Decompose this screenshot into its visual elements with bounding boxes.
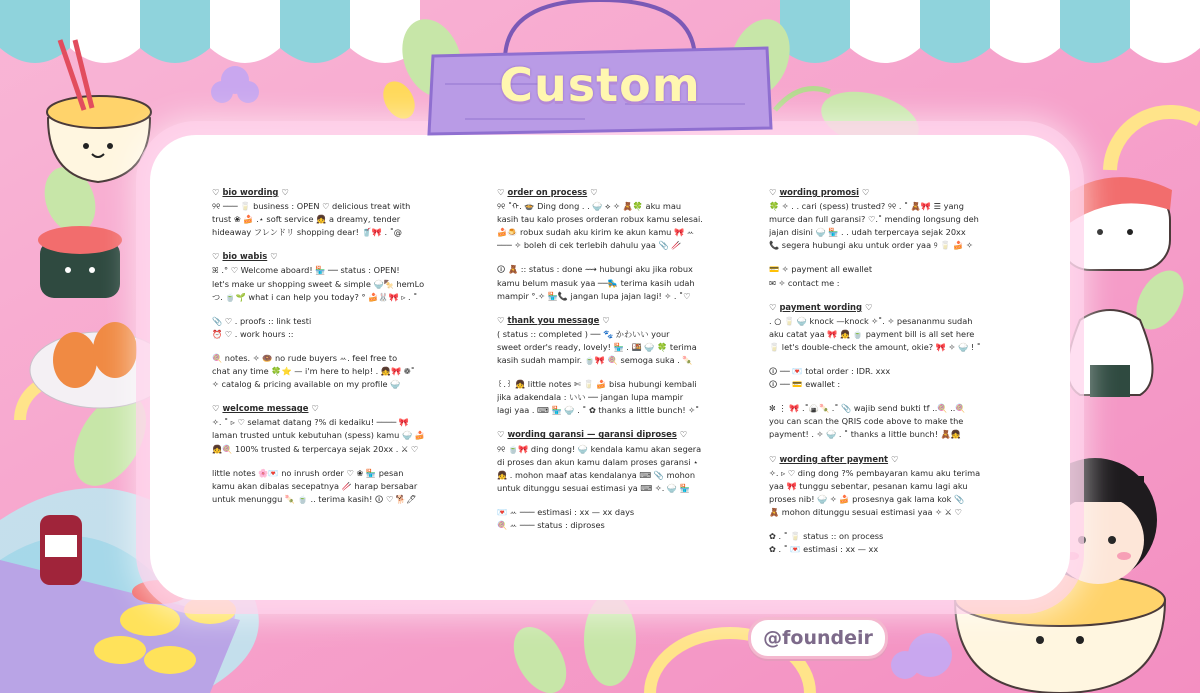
section-heading: wording garansi — garansi diproses: [507, 429, 677, 440]
text-line: 🧸 mohon ditunggu sesuai estimasi yaa ✧ ⚔ ♡: [769, 506, 962, 517]
text-line: 🛈 🧸 :: status : done ⟿ hubungi aku jika robux: [497, 264, 693, 275]
heart-icon: ♡: [212, 187, 223, 197]
author-handle: @foundeir: [748, 617, 888, 659]
heart-icon: ♡: [497, 429, 508, 440]
text-line: 📞 segera hubungi aku untuk order yaa ୨ 🥛 🍰 ✧: [769, 240, 973, 251]
section-notes: [212, 352, 452, 391]
onigiri-icon: [1068, 310, 1153, 397]
text-line: kamu akan dibalas secepatnya 🥢 harap bersabar: [212, 480, 418, 491]
text-line: di proses dan akun kamu dalam proses garansi ⋆: [497, 456, 699, 467]
section-little-notes: [212, 467, 452, 506]
heart-icon: ♡: [769, 187, 780, 197]
text-line: hideaway フレンドリ shopping dear! 🥤🎀 . ˚@: [212, 227, 402, 238]
text-line: . ○ 🥛 🍚 knock —knock ✧˚. ✧ pesananmu sudah: [769, 315, 973, 326]
heart-icon: ♡: [862, 301, 873, 312]
text-line: ✧. ˚ ▹ ♡ selamat datang ?% di kedaiku! ──── 🎀: [212, 417, 410, 428]
text-line: 🛈 ── 💌 total order : IDR. xxx: [769, 366, 891, 377]
text-line: ─── ✧ boleh di cek terlebih dahulu yaa 📎 🥢: [497, 240, 682, 251]
text-line: 🛈 ── 💳 ewallet :: [769, 379, 841, 390]
text-line: ✧ catalog & pricing available on my profile 🍚: [212, 379, 401, 390]
section-heading: bio wabis: [222, 251, 268, 262]
section-links: [212, 315, 452, 341]
heart-icon: ♡: [497, 187, 508, 197]
text-line: ୨୧ ─── 🥛 business : OPEN ♡ delicious treat with: [212, 201, 411, 212]
section-bio-wabis: [212, 250, 452, 303]
section-little-notes-2: [497, 378, 737, 417]
text-line: 💳 ✧ payment all ewallet: [769, 264, 873, 275]
section-status-on-process: [769, 530, 1009, 556]
heart-icon: ♡: [888, 453, 899, 464]
heart-icon: ♡: [308, 403, 319, 414]
text-line: sweet order's ready, lovely! 🏪 . 🍱 🍚 🍀 terima: [497, 341, 697, 352]
text-line: laman trusted untuk kebutuhan (spess) kamu 🍚 🍰: [212, 430, 425, 441]
text-line: 🍀 ✧ . . cari (spess) trusted? ୨୧ . ˚ 🧸🎀 ☰ yang: [769, 201, 964, 212]
heart-icon: ♡: [587, 187, 598, 197]
text-line: つ. 🍵🌱 what i can help you today? ° 🍰🐰🎀 ▹ . ˚: [212, 291, 418, 302]
sushi-right-icon: [1058, 177, 1172, 270]
section-thank-you-message: [497, 314, 737, 367]
text-line: ✿ . ˚ 🥛 status :: on process: [769, 530, 884, 541]
text-line: ୨୧ 🍵🎀 ding dong! 🍚 kendala kamu akan segera: [497, 443, 702, 454]
section-payment-all: [769, 263, 1009, 289]
section-heading: wording after payment: [779, 453, 889, 464]
heart-icon: ♡: [769, 453, 780, 464]
text-line: ꕤ .° ♡ Welcome aboard! 🏪 ── status : OPEN!: [212, 265, 400, 276]
heart-icon: ♡: [859, 187, 870, 197]
text-line: 👧🍭 100% trusted & terpercaya sejak 20xx . ⚔ ♡: [212, 443, 419, 454]
section-welcome-message: [212, 402, 452, 455]
heart-icon: ♡: [599, 314, 610, 325]
text-line: let's make ur shopping sweet & simple 🍚🍢 hemLo: [212, 278, 425, 289]
page-title: Custom: [499, 58, 701, 112]
text-line: jika adakendala : いい ── jangan lupa mampir: [497, 392, 684, 403]
text-line: 💌 ꕀ ─── estimasi : xx — xx days: [497, 506, 635, 517]
section-heading: bio wording: [222, 187, 279, 197]
text-line: mampir °.✧ 🏪📞 jangan lupa jajan lagi! ✧ . ˚♡: [497, 290, 691, 301]
text-line: 👧 . mohon maaf atas kendalanya ⌨ 📎 mohon: [497, 469, 696, 480]
text-line: 🍭 ꕀ ─── status : diproses: [497, 519, 605, 530]
text-line: ( status :: completed ) ── 🐾 かわいい your: [497, 328, 670, 339]
section-estimasi: [497, 506, 737, 532]
section-status-done: [497, 263, 737, 302]
text-line: ✿ . ˚ 💌 estimasi : xx — xx: [769, 544, 879, 555]
text-line: kamu belum masuk yaa ──🛼 terima kasih udah: [497, 277, 695, 288]
section-heading: welcome message: [222, 403, 309, 414]
text-line: trust ❀ 🍰 .⋆ soft service 👧 a dreamy, tender: [212, 214, 401, 225]
text-line: murce dan full garansi? ♡.˚ mending longsung deh: [769, 214, 979, 225]
text-line: yaa 🎀 tunggu sebentar, pesanan kamu lagi aku: [769, 480, 968, 491]
text-line: aku catat yaa 🎀 👧 🍵 payment bill is all set here: [769, 328, 975, 339]
column-left: [212, 186, 452, 517]
section-bio-wording: [212, 186, 452, 239]
text-line: 🍰🍮 robux sudah aku kirim ke akun kamu 🎀 ꕀ: [497, 227, 695, 238]
text-line: ୨୧ ˚ᡣ. 🍲 Ding dong . . 🍚 ⟡ ✧ 🧸🍀 aku mau: [497, 201, 682, 212]
section-order-on-process: [497, 186, 737, 252]
text-line: payment! . ✧ 🍚 . ˚ thanks a little bunch! 🧸👧: [769, 429, 961, 440]
text-line: untuk ditunggu sesuai estimasi ya ⌨ ✧. 🍚 🏪: [497, 482, 690, 493]
section-total-order: [769, 365, 1009, 391]
section-qris: [769, 402, 1009, 441]
column-middle: [497, 186, 737, 543]
section-heading: thank you message: [507, 314, 600, 325]
text-line: ✼ ⋮ 🎀 .˚🍙🍡 .˚ 📎 wajib send bukti tf ..🍭 ..🍭: [769, 403, 966, 414]
heart-icon: ♡: [769, 301, 780, 312]
text-line: ✧. ▹ ♡ ding dong ?% pembayaran kamu aku terima: [769, 467, 981, 478]
text-line: you can scan the QRIS code above to make the: [769, 416, 964, 427]
text-line: kasih sudah mampir. 🍵🎀 🍭 semoga suka . 🍡: [497, 355, 693, 366]
section-heading: wording promosi: [779, 187, 860, 197]
text-line: little notes 🌸💌 no inrush order ♡ ❀ 🏪 pesan: [212, 467, 404, 478]
heart-icon: ♡: [278, 187, 289, 197]
heart-icon: ♡: [212, 403, 223, 414]
text-line: proses nib! 🍚 ✧ 🍰 prosesnya gak lama kok 📎: [769, 493, 965, 504]
text-line: 🍭 notes. ✧ 🍩 no rude buyers ꕀ. feel free to: [212, 352, 398, 363]
section-wording-after-payment: [769, 453, 1009, 519]
text-line: 📎 ♡ . proofs :: link testi: [212, 315, 312, 326]
text-line: 🥛 let's double-check the amount, okie? 🎀 ✧ 🍚 ! ˚: [769, 341, 981, 352]
column-right: [769, 186, 1009, 567]
section-wording-garansi: [497, 428, 737, 494]
heart-icon: ♡: [212, 251, 223, 262]
section-wording-promosi: [769, 186, 1009, 252]
text-line: ꒰.꒱ 👧 little notes ✄ 🥛 🍰 bisa hubungi kembali: [497, 379, 697, 390]
text-line: ✉ ✧ contact me :: [769, 277, 840, 288]
sushi-icon: [38, 226, 122, 298]
section-payment-wording: [769, 301, 1009, 354]
section-heading: order on process: [507, 187, 588, 197]
heart-icon: ♡: [497, 314, 508, 325]
text-line: chat any time 🍀⭐ — i'm here to help! . 👧🎀 ❁˚: [212, 366, 415, 377]
text-line: ⏰ ♡ . work hours ::: [212, 328, 294, 339]
text-line: jajan disini 🍚 🏪 . . udah terpercaya sejak 20xx: [769, 227, 966, 238]
text-line: kasih tau kalo proses orderan robux kamu selesai.: [497, 214, 703, 225]
heart-icon: ♡: [267, 251, 278, 262]
section-heading: payment wording: [779, 301, 863, 312]
heart-icon: ♡: [676, 429, 688, 440]
text-line: untuk menunggu 🍡 🍵 .. terima kasih! 🛈 ♡ 🐕🖊: [212, 493, 417, 504]
text-line: lagi yaa . ⌨ 🏪 🍚 . ˚ ✿ thanks a little bunch! ✧˚: [497, 405, 700, 416]
